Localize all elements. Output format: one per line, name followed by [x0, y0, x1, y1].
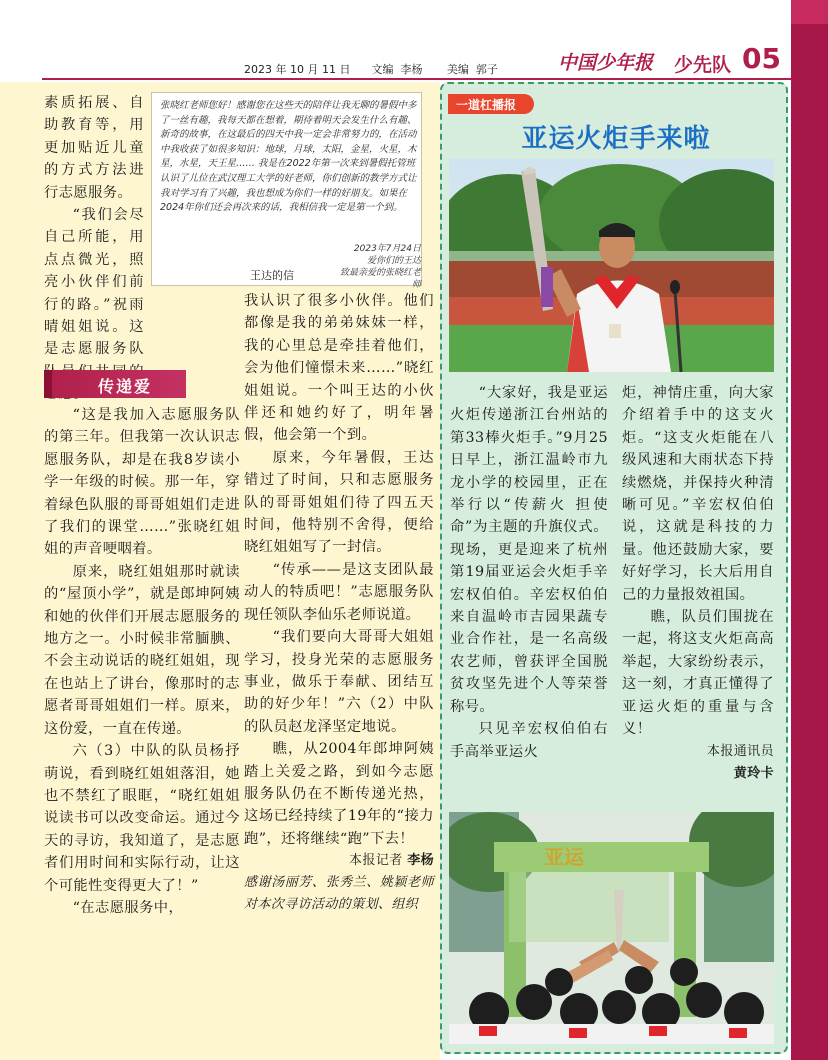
paragraph: 瞧，从2004年郎坤阿姨踏上关爱之路，到如今志愿服务队仍在不断传递光热，这场已经持续了19年的“接力跑”，还将继续“跑”下去！	[244, 741, 434, 847]
section-heading	[44, 370, 186, 398]
paragraph: 原来，今年暑假，王达错过了时间，只和志愿服务队的哥哥姐姐们待了四五天时间，他特别不舍得，便给晓红姐姐写了一封信。	[244, 449, 434, 556]
paragraph: “我们会尽自己所能，用点点微光，照亮小伙伴们前行的路。”祝雨晴姐姐说。这是志愿服务队	[44, 207, 144, 358]
section-heading-text: 传递爱	[98, 377, 153, 396]
header-rule	[42, 78, 791, 80]
paragraph: “传承——是这支团队最动人的特质吧！”志愿服务队现任领队李仙乐老师说道。	[244, 561, 434, 623]
left-column-1-bottom	[44, 404, 240, 919]
paragraph: 素质拓展、自助教育等，用更加贴近儿童的方式方法进行志愿服务。	[44, 95, 144, 201]
section-name: 少先队	[674, 54, 732, 76]
reporter-byline	[244, 850, 434, 872]
reporter-label: 本报记者	[349, 853, 403, 869]
correspondent-byline	[622, 741, 774, 786]
date-editor-line: 2023 年 10 月 11 日 文编 李杨 美编 郭子	[244, 63, 498, 76]
column-tag	[448, 94, 534, 114]
paragraph: “这是我加入志愿服务队的第三年。但我第一次认识志愿服务队，却是在我8岁读小学一年级的时候。那一年，穿着绿色队服的哥哥姐姐们走进了我们的课堂……”张晓红姐姐的声音哽咽着。	[44, 407, 240, 558]
students-raising-torch-photo	[449, 812, 774, 1044]
paragraph: 炬，神情庄重，向大家介绍着手中的这支火炬。“这支火炬能在八级风速和大雨状态下持续燃烧，并保持火种清晰可见。”辛宏权伯伯说，这就是科技的力量。他还鼓励大家，要好好学习，长大后用自己的力量报效祖国。	[622, 385, 774, 603]
page-number: 05	[742, 42, 781, 75]
letter-text: 张晓红老师您好！感谢您在这些天的陪伴让我无聊的暑假中多了一丝有趣，我每天都在想着，期待着明天会发生什么有趣、新奇的故事，在这最后的四天中我一定会非常努力的，在活动中我收获了如很多知识：地球，月球，太阳，金星，火星，木星，水星，天王星…… 我是在2022年第一次来到暑假托管班认识了儿位在武汉理工大学的好老师，你们创新的教学方式让我对学习有了兴趣，我也想成为你们一样的好朋友。如果在2024年你们还会再次来的话，我相信我一定是第一个到。	[160, 100, 417, 214]
paragraph: “大家好，我是亚运火炬传递浙江台州站的第33棒火炬手。”9月25日早上，浙江温岭市九龙小学的校园里，正在举行以“传薪火 担使命”为主题的升旗仪式。现场，更是迎来了杭州第19届亚运会火炬手辛宏权伯伯。辛宏权伯伯来自温岭市吉园果蔬专业合作社，是一名高级农艺师，曾获评全国脱贫攻坚先进个人等荣誉称号。	[450, 385, 608, 715]
letter-signature: 2023年7月24日 爱你们的王达 致最亲爱的张晓红老师	[339, 244, 421, 290]
paragraph: 瞧，队员们围拢在一起，将这支火炬高高举起，大家纷纷表示，这一刻，才真正懂得了亚运火炬的重量与含义！	[622, 609, 774, 738]
section-heading-accent	[44, 370, 52, 398]
correspondent-name: 黄玲卡	[733, 765, 774, 781]
torchbearer-photo	[449, 159, 774, 372]
news-column-2	[622, 382, 774, 785]
left-column-1-top	[44, 92, 144, 406]
article-title: 亚运火炬手来啦	[521, 124, 711, 154]
left-column-2	[244, 290, 434, 916]
newspaper-logo: 中国少年报	[558, 52, 654, 74]
page-edge-band-top	[791, 0, 828, 24]
paragraph: 我认识了很多小伙伴。他们都像是我的弟弟妹妹一样，我的心里总是牵挂着他们，会为他们憧憬未来……”晓红姐姐说。一个叫王达的小伙伴还和她约好了，明年暑假，他会第一个到。	[244, 293, 434, 444]
paragraph: 只见辛宏权伯伯右手高举亚运火	[450, 721, 608, 760]
acknowledgement: 感谢汤丽芳、张秀兰、姚颖老师对本次寻访活动的策划、组织	[244, 875, 434, 913]
paragraph: “在志愿服务中，	[72, 899, 184, 916]
paragraph: 原来，晓红姐姐那时就读的“屋顶小学”，就是郎坤阿姨和她的伙伴们开展志愿服务的地方之一。小时候非常腼腆、不会主动说话的晓红姐姐，现在也站上了讲台，像那时的志愿者哥哥姐姐们一样。原来，这份爱，一直在传递。	[44, 563, 240, 737]
paragraph: 六（3）中队的队员杨抒萌说，看到晓红姐姐落泪，她也不禁红了眼眶，“晓红姐姐说读书可以改变命运。通过今天的寻访，我知道了，是志愿者们用时间和实际行动，让这个可能性变得更大了！”	[44, 743, 240, 894]
handwritten-letter-image	[151, 92, 422, 290]
arch-sign-text: 亚运	[544, 845, 584, 869]
column-tag-text: 一道杠播报	[456, 98, 517, 112]
page-edge-band	[791, 0, 828, 1060]
news-column-1	[450, 382, 608, 763]
correspondent-label: 本报通讯员	[706, 743, 774, 759]
paragraph: “我们要向大哥哥大姐姐学习，投身光荣的志愿服务事业，做乐于奉献、团结互助的好少年！”六（2）中队的队员赵龙泽坚定地说。	[244, 629, 434, 735]
reporter-name: 李杨	[407, 853, 434, 869]
letter-caption: 王达的信	[250, 269, 294, 282]
